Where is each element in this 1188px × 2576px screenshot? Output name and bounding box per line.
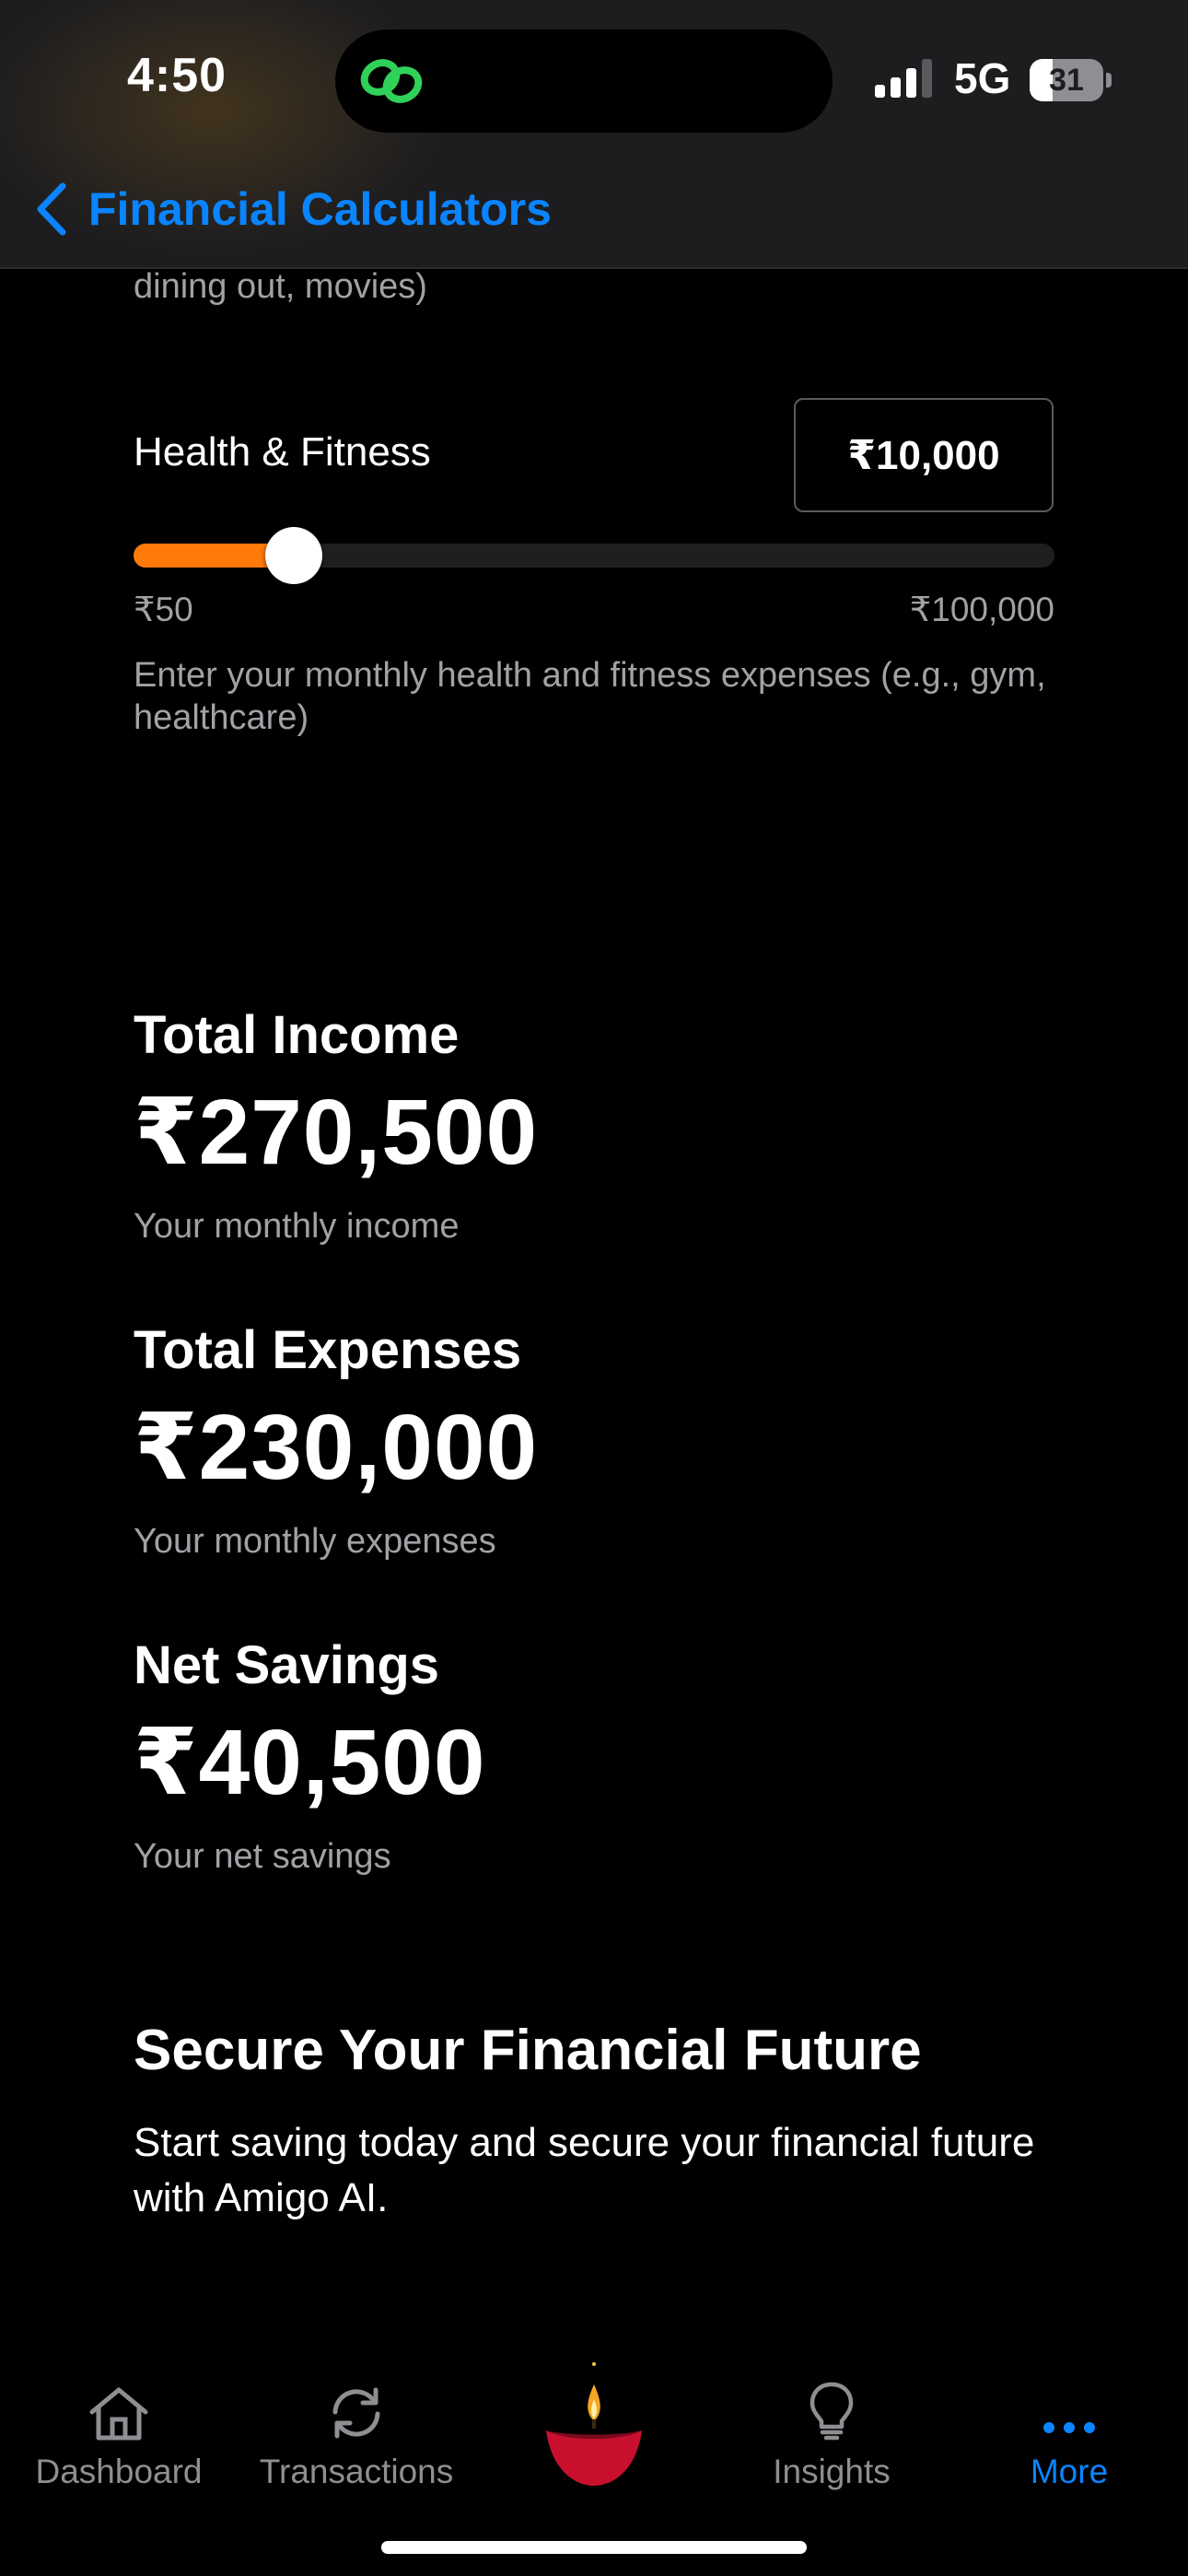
health-fitness-input[interactable]: ₹10,000: [794, 398, 1054, 512]
cta-text: Start saving today and secure your financial future with Amigo AI.: [134, 2120, 1035, 2220]
previous-field-description: dining out, movies): [134, 267, 427, 306]
net-savings-value: ₹40,500: [134, 1711, 486, 1814]
net-savings-subtitle: Your net savings: [134, 1837, 391, 1876]
battery-icon: [1030, 59, 1111, 101]
health-fitness-slider-thumb[interactable]: [265, 527, 322, 584]
home-indicator: [381, 2541, 807, 2554]
chevron-left-icon: [33, 182, 70, 236]
total-income-subtitle: Your monthly income: [134, 1207, 460, 1246]
back-label: Financial Calculators: [88, 183, 552, 235]
ellipsis-icon: [1042, 2414, 1097, 2441]
total-expenses-value: ₹230,000: [134, 1396, 539, 1499]
slider-min-label: ₹50: [134, 591, 193, 628]
dynamic-island: [335, 29, 833, 133]
slider-max-label: ₹100,000: [909, 591, 1054, 628]
cellular-signal-icon: [875, 59, 939, 98]
tab-transactions[interactable]: [238, 2359, 475, 2491]
tab-insights[interactable]: [713, 2359, 950, 2491]
sync-arrows-icon: [324, 2384, 389, 2441]
total-income-value: ₹270,500: [134, 1081, 539, 1184]
health-fitness-label: Health & Fitness: [134, 429, 431, 474]
battery-level: 31: [1049, 63, 1084, 98]
net-savings-title: Net Savings: [134, 1635, 439, 1695]
tab-dashboard[interactable]: [0, 2359, 238, 2491]
cta-title: Secure Your Financial Future: [134, 2019, 922, 2082]
tab-label: Transactions: [259, 2453, 454, 2490]
tab-label: Dashboard: [35, 2453, 203, 2490]
network-type: 5G: [954, 54, 1011, 102]
tab-label: More: [1030, 2453, 1109, 2490]
tab-diya[interactable]: [475, 2359, 713, 2508]
health-fitness-description: Enter your monthly health and fitness expenses (e.g., gym, healthcare): [134, 656, 1046, 737]
tab-label: Insights: [773, 2453, 891, 2490]
total-income-title: Total Income: [134, 1005, 460, 1065]
header: [0, 0, 1188, 269]
total-expenses-subtitle: Your monthly expenses: [134, 1522, 496, 1561]
tab-more[interactable]: [950, 2359, 1188, 2491]
total-expenses-title: Total Expenses: [134, 1320, 522, 1380]
link-app-icon: [355, 53, 427, 109]
house-icon: [87, 2384, 151, 2441]
status-time: 4:50: [127, 49, 227, 102]
lightbulb-icon: [809, 2381, 855, 2441]
back-button[interactable]: [33, 177, 552, 241]
diya-lamp-icon: [539, 2359, 649, 2497]
